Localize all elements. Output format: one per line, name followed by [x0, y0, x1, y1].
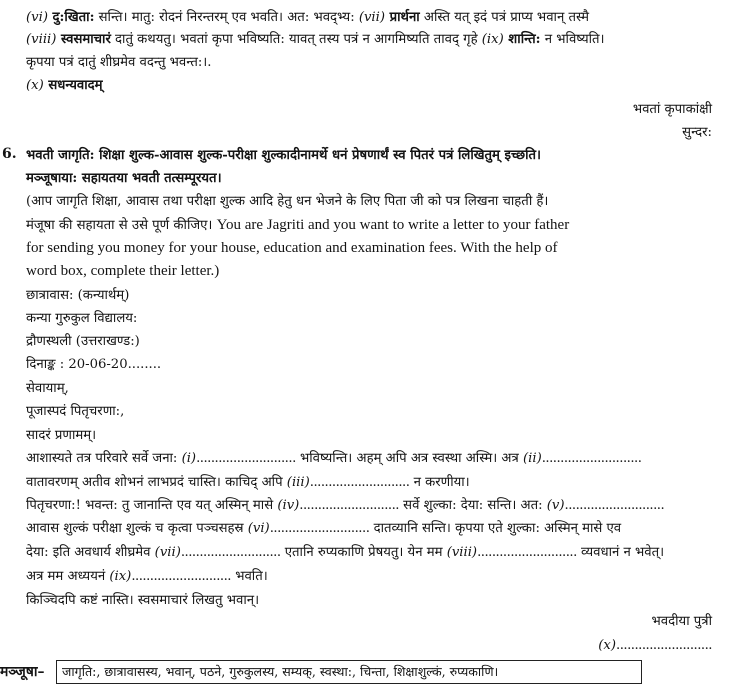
text: आशास्यते तत्र परिवारे सर्वे जना:	[26, 451, 182, 466]
text: भवति।	[231, 569, 268, 584]
hindi-instruction-2	[26, 216, 569, 235]
letter-line-5	[26, 544, 664, 562]
blank-number: (vii)	[154, 545, 181, 560]
blank-number: (viii)	[446, 545, 478, 560]
text: न भविष्यति।	[540, 32, 605, 47]
text: देया: इति अवधार्य शीघ्रमेव	[26, 545, 155, 560]
prev-closing: भवतां कृपाकांक्षी	[632, 102, 712, 117]
blank-number: (iii)	[286, 475, 310, 490]
question-title-1: भवती जागृति: शिक्षा शुल्क-आवास शुल्क-परीक्षा शुल्कादीनामर्थे धनं प्रेषणार्थं स्व पितरं पत्रं लिखितुम् इच्छति।	[26, 148, 542, 163]
salutation-3: सादरं प्रणामम्।	[26, 428, 97, 443]
answer-blank: ...........................	[269, 521, 370, 536]
text: दातव्यानि सन्ति। कृपया एते शुल्का: अस्मिन् मासे एव	[369, 521, 622, 536]
text: अस्ति यत् इदं पत्रं प्राप्य भवान् तस्मै	[419, 10, 589, 25]
blank-number: (ix)	[481, 32, 504, 47]
answer-blank: ...........................	[541, 451, 642, 466]
filled-answer: स्वसमाचारं	[56, 32, 111, 47]
answer-blank: ...........................	[299, 498, 399, 513]
prev-line-3: कृपया पत्रं दातुं शीघ्रमेव वदन्तु भवन्त:।.	[26, 55, 212, 70]
letter-line-4	[26, 520, 621, 538]
salutation-2: पूजास्पदं पितृचरणा:,	[26, 404, 125, 419]
letter-signature	[598, 637, 712, 655]
prev-line-2	[26, 31, 605, 49]
filled-answer: सधन्यवादम्	[43, 78, 103, 93]
letter-line-7: किञ्चिदपि कष्टं नास्ति। स्वसमाचारं लिखतु भवान्।	[26, 593, 260, 608]
address-line-3: द्रौणस्थली (उत्तराखण्ड:)	[26, 334, 140, 349]
letter-line-3	[26, 497, 664, 515]
letter-closing: भवदीया पुत्री	[651, 614, 712, 629]
answer-blank: ...........................	[309, 475, 410, 490]
hindi-text: मंजूषा की सहायता से उसे पूर्ण कीजिए।	[26, 218, 213, 233]
text: आवास शुल्कं परीक्षा शुल्कं च कृत्वा पञ्चसहस्र	[26, 521, 248, 536]
answer-blank: ...........................	[131, 569, 231, 584]
english-instruction-2: for sending you money for your house, education and examination fees. With the help of	[26, 240, 558, 256]
blank-number: (vi)	[26, 10, 48, 25]
word-box	[56, 660, 642, 684]
text: सर्वे शुल्का: देया: सन्ति। अत:	[398, 498, 547, 513]
word-box-words: जागृति:, छात्रावासस्य, भवान्, पठने, गुरुकुलस्य, सम्यक्, स्वस्था:, चिन्ता, शिक्षाशुल्कं, रुप्यकाणि।	[62, 664, 499, 679]
blank-number: (x)	[598, 638, 616, 653]
answer-blank: ...........................	[180, 545, 281, 560]
prev-signature: सुन्दर:	[682, 125, 712, 140]
text: दातुं कथयतु। भवतां कृपा भविष्यति: यावत् तस्य पत्रं न आगमिष्यति तावद् गृहे	[110, 32, 482, 47]
english-instruction: You are Jagriti and you want to write a letter to your father	[216, 217, 570, 233]
filled-answer: प्रार्थना	[385, 10, 420, 25]
filled-answer: शान्ति:	[503, 32, 541, 47]
answer-blank: ..........................	[616, 638, 712, 653]
letter-line-2	[26, 474, 470, 492]
question-number: 6.	[2, 146, 17, 162]
text: अत्र मम अध्ययनं	[26, 569, 110, 584]
text: वातावरणम् अतीव शोभनं लाभप्रदं चास्ति। काचिद् अपि	[26, 475, 287, 490]
text: एतानि रुप्यकाणि प्रेषयतु। येन मम	[280, 545, 447, 560]
letter-line-6	[26, 568, 268, 586]
english-instruction-3: word box, complete their letter.)	[26, 263, 220, 279]
prev-line-1	[26, 9, 589, 27]
letter-date: दिनाङ्क : 20-06-20........	[26, 357, 162, 372]
word-box-label: मञ्जूषा–	[0, 664, 45, 680]
blank-number: (v)	[546, 498, 565, 513]
blank-number: (viii)	[26, 32, 57, 47]
answer-blank: ...........................	[196, 451, 296, 466]
blank-number: (vii)	[358, 10, 386, 25]
filled-answer: दु:खिता:	[47, 10, 95, 25]
text: सन्ति। मातु: रोदनं निरन्तरम् एव भवति। अत: भवद्भ्य:	[94, 10, 359, 25]
blank-number: (i)	[181, 451, 197, 466]
blank-number: (ix)	[109, 569, 132, 584]
address-line-2: कन्या गुरुकुल विद्यालय:	[26, 311, 138, 326]
text: भविष्यन्ति। अहम् अपि अत्र स्वस्था अस्मि। अत्र	[295, 451, 523, 466]
blank-number: (x)	[26, 78, 44, 93]
answer-blank: ...........................	[564, 498, 665, 513]
text: व्यवधानं न भवेत्।	[576, 545, 665, 560]
blank-number: (vi)	[247, 521, 270, 536]
address-line-1: छात्रावास: (कन्यार्थम्)	[26, 288, 130, 303]
question-title-2: मञ्जूषाया: सहायतया भवती तत्सम्पूरयत।	[26, 171, 222, 186]
prev-line-4	[26, 77, 103, 95]
hindi-instruction-1: (आप जागृति शिक्षा, आवास तथा परीक्षा शुल्क आदि हेतु धन भेजने के लिए पिता जी को पत्र लिखना चाहती हैं।	[26, 194, 549, 209]
answer-blank: ...........................	[477, 545, 577, 560]
text: न करणीया।	[409, 475, 470, 490]
text: पितृचरणा:! भवन्त: तु जानान्ति एव यत् अस्मिन् मासे	[26, 498, 278, 513]
blank-number: (iv)	[277, 498, 300, 513]
letter-line-1	[26, 450, 641, 468]
salutation-1: सेवायाम्,	[26, 381, 69, 396]
blank-number: (ii)	[522, 451, 542, 466]
